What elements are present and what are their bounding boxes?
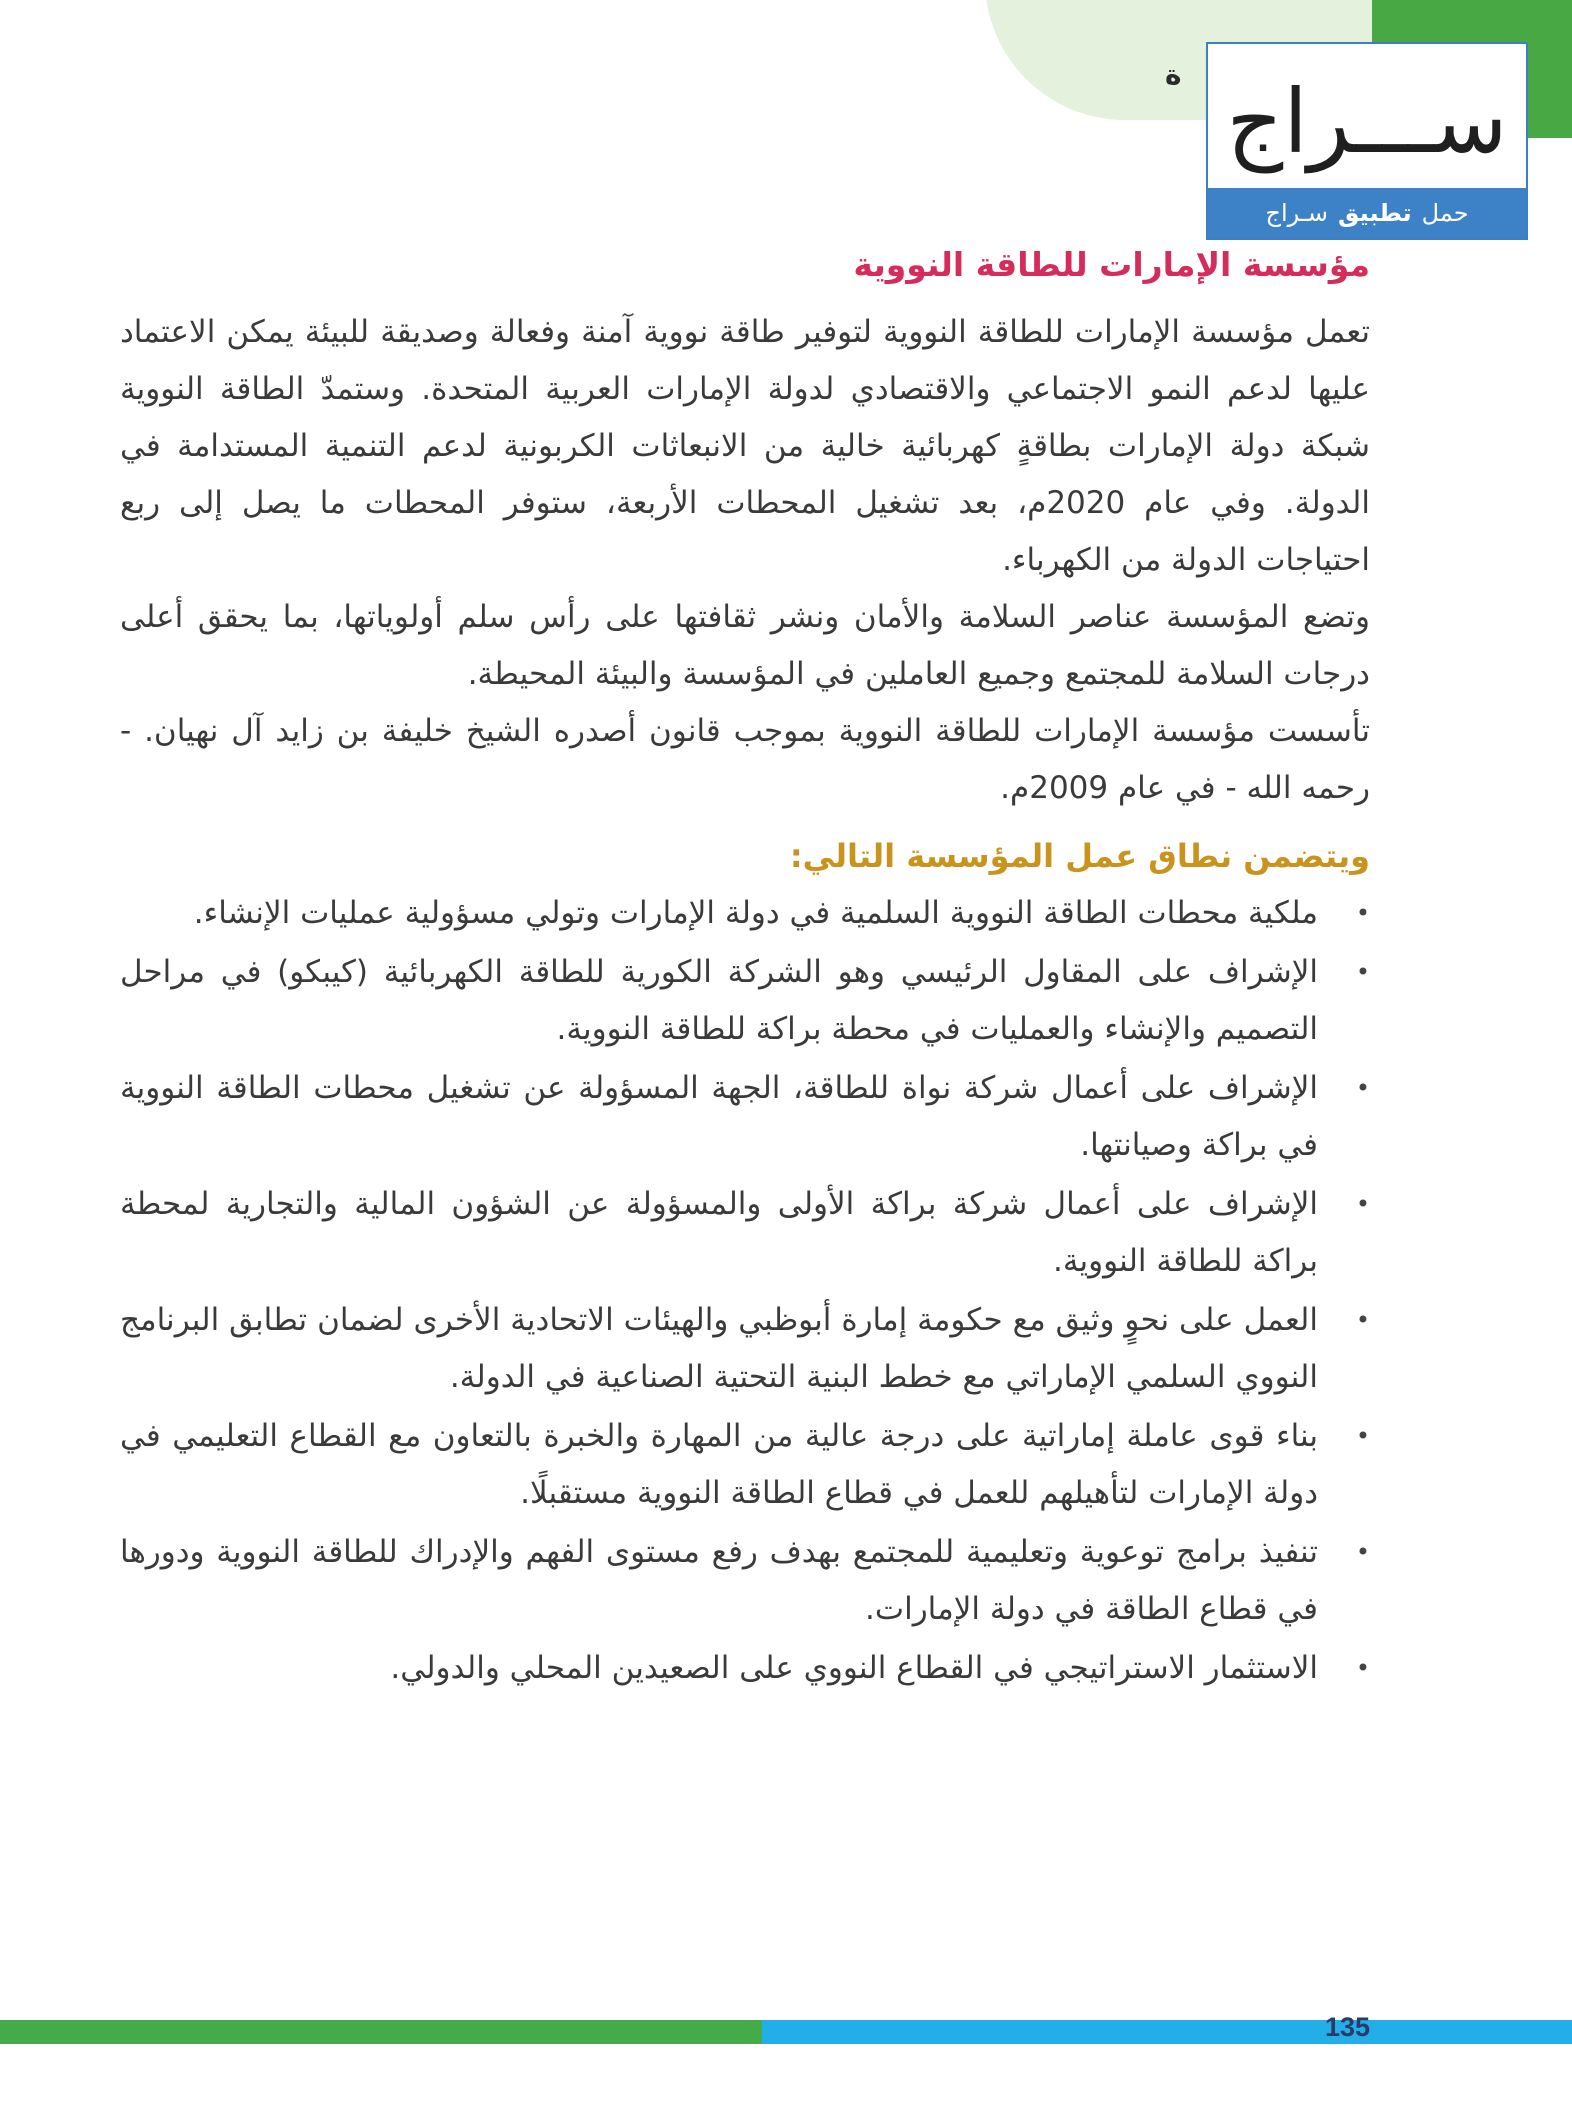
list-item-text: الاستثمار الاستراتيجي في القطاع النووي على الصعيدين المحلي والدولي.: [390, 1650, 1318, 1686]
section-title: مؤسسة الإمارات للطاقة النووية: [853, 245, 1370, 284]
list-item-text: بناء قوى عاملة إماراتية على درجة عالية من المهارة والخبرة بالتعاون مع القطاع التعليمي في دولة الإمارات لتأهيلهم للعمل في قطاع الطاقة النووية مستقبلًا.: [120, 1418, 1318, 1511]
header-clipped-heading: ة: [1165, 58, 1182, 91]
bullet-icon: •: [1355, 1422, 1370, 1450]
siraj-logo[interactable]: [1206, 42, 1528, 240]
footer-bar-green: [0, 2020, 762, 2044]
bullet-icon: •: [1355, 1654, 1370, 1682]
intro-paragraph: تعمل مؤسسة الإمارات للطاقة النووية لتوفير طاقة نووية آمنة وفعالة وصديقة للبيئة يمكن الاعتماد عليها لدعم النمو الاجتماعي والاقتصادي لدولة الإمارات العربية المتحدة. وستمدّ الطاقة النووية شبكة دولة الإمارات بطاقةٍ كهربائية خالية من الانبعاثات الكربونية لدعم التنمية المستدامة في الدولة. وفي عام 2020م، بعد تشغيل المحطات الأربعة، ستوفر المحطات ما يصل إلى ربع احتياجات الدولة من الكهرباء.: [120, 314, 1370, 578]
bullet-icon: •: [1355, 1190, 1370, 1218]
list-item-text: العمل على نحوٍ وثيق مع حكومة إمارة أبوظبي والهيئات الاتحادية الأخرى لضمان تطابق البرنامج النووي السلمي الإماراتي مع خطط البنية التحتية الصناعية في الدولة.: [120, 1302, 1318, 1395]
list-item: [120, 944, 1370, 1058]
scope-subtitle: ويتضمن نطاق عمل المؤسسة التالي:: [789, 837, 1370, 875]
banner-bold: تطبيق: [1338, 199, 1412, 227]
founding-paragraph: تأسست مؤسسة الإمارات للطاقة النووية بموجب قانون أصدره الشيخ خليفة بن زايد آل نهيان. - رحمه الله - في عام 2009م.: [120, 713, 1370, 806]
bullet-icon: •: [1355, 958, 1370, 986]
list-item-text: الإشراف على المقاول الرئيسي وهو الشركة الكورية للطاقة الكهربائية (كيبكو) في مراحل التصميم والإنشاء والعمليات في محطة براكة للطاقة النووية.: [120, 954, 1318, 1047]
bullet-icon: •: [1355, 899, 1370, 927]
list-item: [120, 1176, 1370, 1290]
siraj-download-banner[interactable]: [1208, 188, 1526, 238]
list-item: [120, 1640, 1370, 1697]
list-item-text: ملكية محطات الطاقة النووية السلمية في دولة الإمارات وتولي مسؤولية عمليات الإنشاء.: [193, 895, 1318, 931]
footer-bar-blue: [762, 2020, 1572, 2044]
bullet-icon: •: [1355, 1538, 1370, 1566]
bullet-icon: •: [1355, 1306, 1370, 1334]
safety-paragraph: وتضع المؤسسة عناصر السلامة والأمان ونشر ثقافتها على رأس سلم أولوياتها، بما يحقق أعلى درجات السلامة للمجتمع وجميع العاملين في المؤسسة والبيئة المحيطة.: [120, 599, 1370, 692]
bullet-icon: •: [1355, 1074, 1370, 1102]
list-item: [120, 885, 1370, 942]
scope-list: [120, 885, 1370, 1697]
list-item-text: الإشراف على أعمال شركة براكة الأولى والمسؤولة عن الشؤون المالية والتجارية لمحطة براكة للطاقة النووية.: [120, 1186, 1318, 1279]
banner-prefix: حمل: [1421, 199, 1469, 227]
list-item-text: الإشراف على أعمال شركة نواة للطاقة، الجهة المسؤولة عن تشغيل محطات الطاقة النووية في براكة وصيانتها.: [120, 1070, 1318, 1163]
list-item: [120, 1408, 1370, 1522]
page-number: 135: [1325, 2012, 1371, 2042]
banner-suffix: سـراج: [1265, 199, 1329, 227]
list-item: [120, 1292, 1370, 1406]
page-content: [120, 240, 1370, 1699]
list-item: [120, 1060, 1370, 1174]
list-item: [120, 1524, 1370, 1638]
list-item-text: تنفيذ برامج توعوية وتعليمية للمجتمع بهدف رفع مستوى الفهم والإدراك للطاقة النووية ودورها في قطاع الطاقة في دولة الإمارات.: [120, 1534, 1318, 1627]
siraj-logo-word: ســـراج: [1226, 69, 1508, 173]
